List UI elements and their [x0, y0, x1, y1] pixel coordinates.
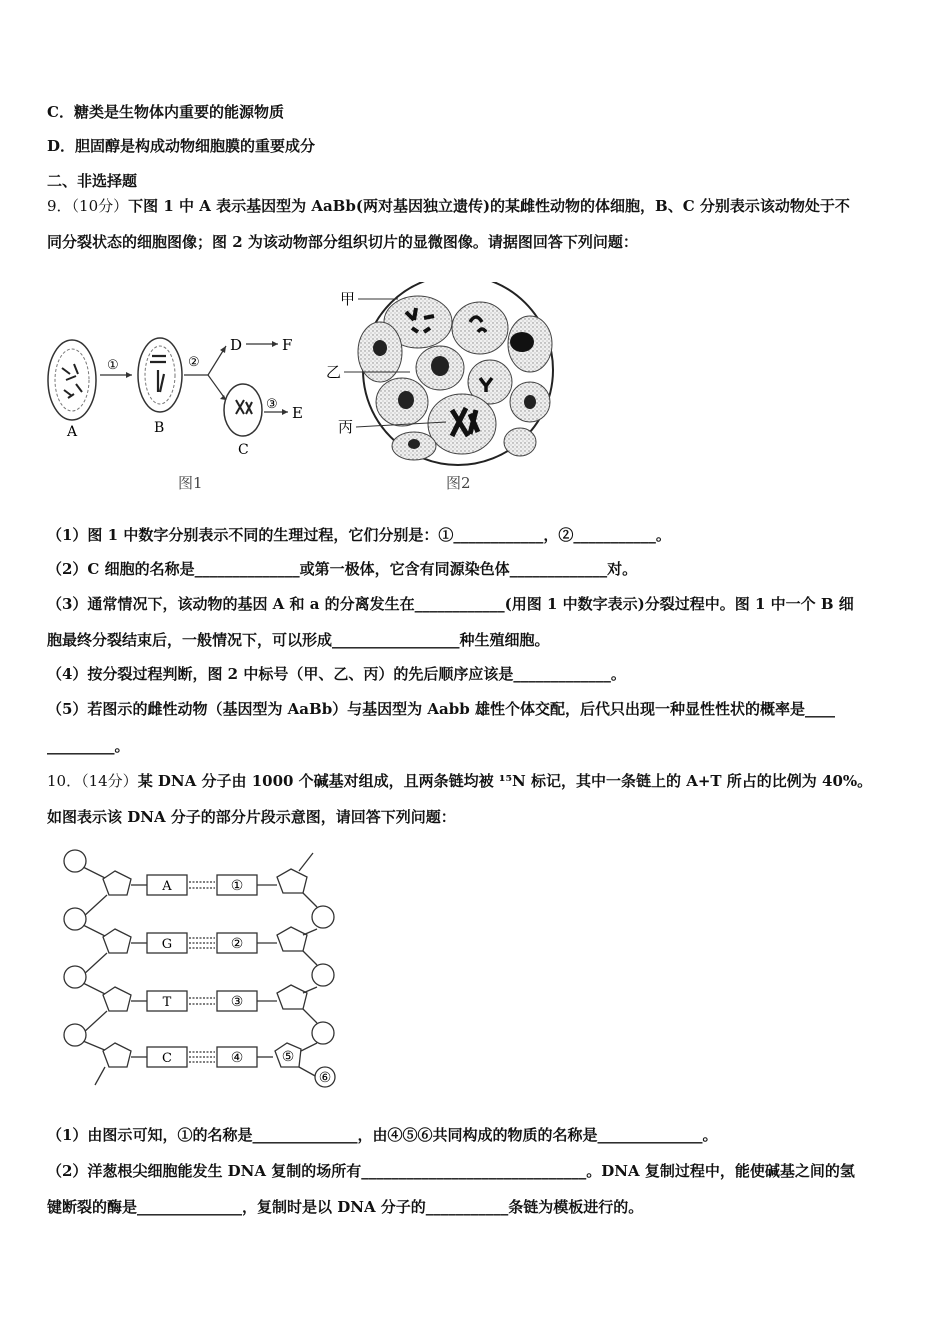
mark-1: ①: [230, 878, 244, 894]
mark-6: ⑥: [318, 1070, 332, 1086]
outcome-e: E: [292, 404, 303, 422]
q10-score: （14分）: [81, 772, 138, 790]
phosphate-right-2: [312, 964, 334, 986]
option-c: C．糖类是生物体内重要的能源物质: [47, 103, 284, 121]
mark-5: ⑤: [281, 1049, 295, 1065]
figure-2: [320, 282, 560, 497]
phosphate-left-4: [64, 1024, 86, 1046]
phosphate-left-1: [64, 850, 86, 872]
mark-3: ③: [230, 994, 244, 1010]
q9-score: （10分）: [71, 197, 129, 215]
q9-sub4: （4）按分裂过程判断，图 2 中标号（甲、乙、丙）的先后顺序应该是_____________。: [47, 665, 626, 683]
q9-number: 9．: [47, 197, 72, 215]
outcome-f: F: [282, 336, 293, 354]
option-d: D．胆固醇是构成动物细胞膜的重要成分: [47, 137, 316, 155]
q9-stem-line2: 同分裂状态的细胞图像；图 2 为该动物部分组织切片的显微图像。请据图回答下列问题：: [47, 233, 638, 251]
sugar-left-4: [103, 1043, 131, 1067]
q10-number: 10．: [47, 772, 82, 790]
q10-stem-line1: [47, 770, 872, 792]
q10-sub2-line1: （2）洋葱根尖细胞能发生 DNA 复制的场所有______________________________。DNA 复制过程中，能使碱基之间的氢: [47, 1162, 855, 1180]
label-bing: 丙: [338, 418, 354, 436]
base-g-label: G: [161, 937, 173, 952]
base-a-label: A: [162, 879, 172, 894]
sugar-left-3: [103, 987, 131, 1011]
mark-4: ④: [230, 1050, 244, 1066]
section-title: 二、非选择题: [47, 172, 138, 190]
phosphate-left-3: [64, 966, 86, 988]
sugar-right-3: [277, 985, 307, 1009]
figure-1: [40, 320, 330, 500]
q9-sub5-line1: （5）若图示的雌性动物（基因型为 AaBb）与基因型为 Aabb 雄性个体交配，后代只出现一种显性性状的概率是____: [47, 700, 835, 718]
sugar-right-2: [277, 927, 307, 951]
q9-sub1: （1）图 1 中数字分别表示不同的生理过程，它们分别是：①____________，②___________。: [47, 526, 671, 544]
phosphate-left-2: [64, 908, 86, 930]
q10-stem-line2: 如图表示该 DNA 分子的部分片段示意图，请回答下列问题：: [47, 808, 456, 826]
q10-sub2-line2: 键断裂的酶是______________，复制时是以 DNA 分子的___________条链为模板进行的。: [47, 1198, 644, 1216]
dna-figure: [55, 845, 355, 1090]
sugar-left-1: [103, 871, 131, 895]
phosphate-right-3: [312, 1022, 334, 1044]
label-jia: 甲: [340, 290, 356, 308]
sugar-right-1: [277, 869, 307, 893]
q9-sub3-line1: （3）通常情况下，该动物的基因 A 和 a 的分离发生在____________(用图 1 中数字表示)分裂过程中。图 1 中一个 B 细: [47, 595, 854, 613]
step-2-label: ②: [188, 355, 200, 370]
mark-2: ②: [230, 936, 244, 952]
base-c-label: C: [162, 1051, 172, 1066]
phosphate-right-1: [312, 906, 334, 928]
q9-sub2: （2）C 细胞的名称是______________或第一极体，它含有同源染色体_____________对。: [47, 560, 638, 578]
cell-b-label: B: [154, 420, 165, 436]
cell-c-label: C: [238, 442, 249, 458]
cell-c: [224, 384, 262, 436]
figure-2-caption: 图2: [446, 474, 471, 492]
step-1-label: ①: [107, 358, 119, 373]
base-t-label: T: [162, 995, 172, 1010]
sugar-left-2: [103, 929, 131, 953]
q9-sub3-line2: 胞最终分裂结束后，一般情况下，可以形成_________________种生殖细胞。: [47, 631, 550, 649]
q10-sub1: （1）由图示可知，①的名称是______________，由④⑤⑥共同构成的物质的名称是______________。: [47, 1126, 718, 1144]
label-yi: 乙: [326, 363, 342, 381]
cell-a-label: A: [67, 424, 78, 440]
q9-stem-line1: [47, 195, 850, 217]
q9-stem-text: 下图 1 中 A 表示基因型为 AaBb(两对基因独立遗传)的某雌性动物的体细胞，B、C 分别表示该动物处于不: [128, 197, 850, 215]
figure-1-caption: 图1: [178, 474, 203, 492]
q9-sub5-line2: _________。: [47, 737, 130, 755]
outcome-d: D: [230, 336, 243, 354]
step-3-label: ③: [266, 397, 278, 412]
q10-stem-text: 某 DNA 分子由 1000 个碱基对组成，且两条链均被 ¹⁵N 标记，其中一条链上的 A+T 所占的比例为 40%。: [137, 772, 873, 790]
